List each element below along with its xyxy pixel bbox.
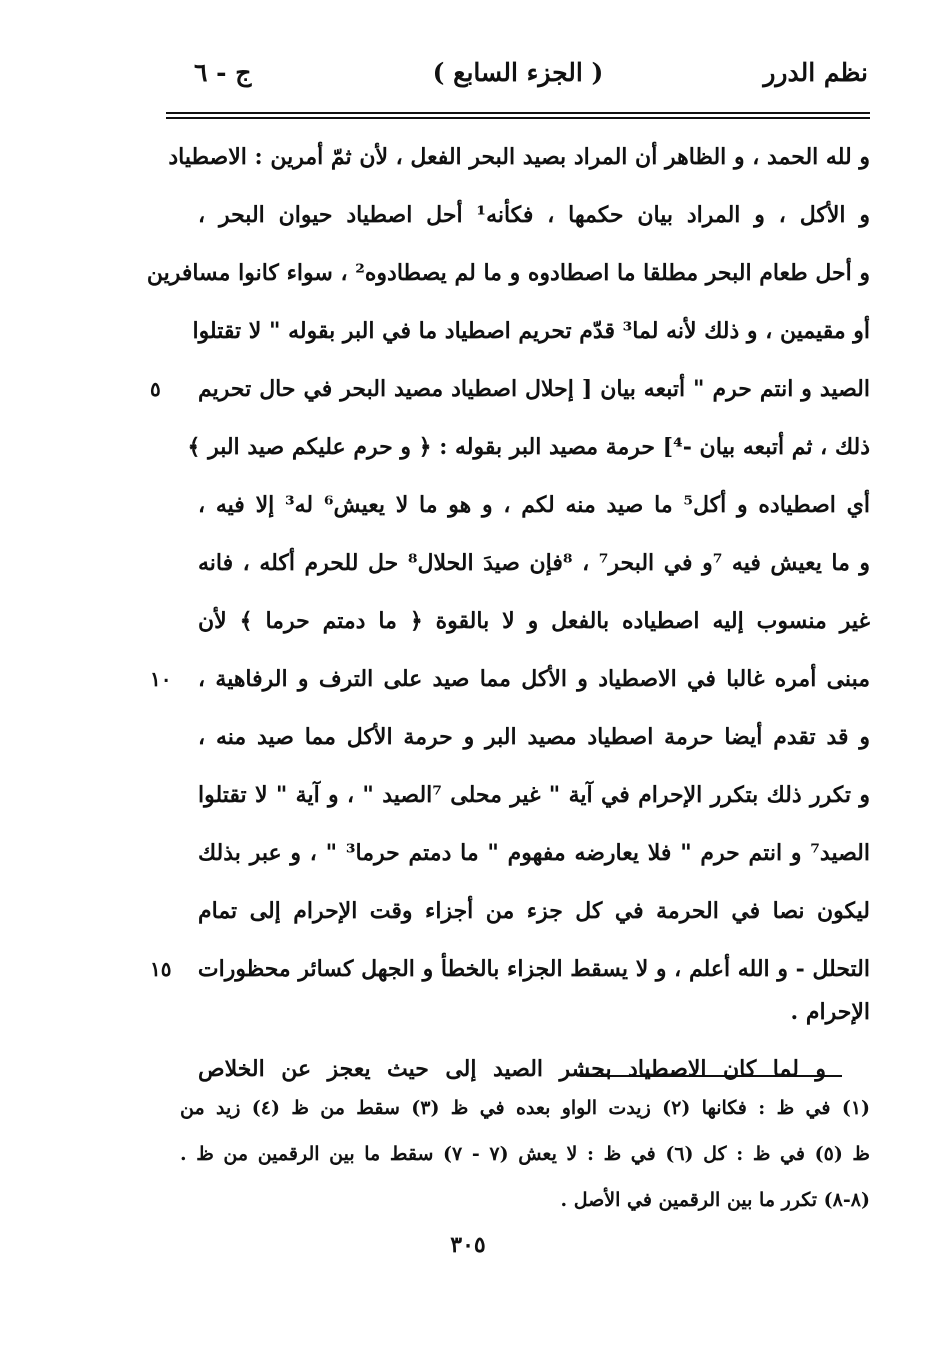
footnote-rule — [580, 1075, 842, 1077]
text-line-2: و الأكل ، و المراد بيان حكمها ، فكأنه¹ أحل اصطياد حيوان البحر ، — [198, 202, 870, 228]
text-line-1: و لله الحمد ، و الظاهر أن المراد بصيد البحر الفعل ، لأن ثمّ أمرين : الاصطياد — [168, 144, 870, 170]
text-line-7: أي اصطياده و أكل⁵ ما صيد منه لكم ، و هو ما لا يعيش⁶ له³ إلا فيه ، — [198, 492, 871, 518]
text-line-17: و لما كان الاصطياد بحشر الصيد إلى حيث يعجز عن الخلاص — [198, 1056, 826, 1082]
text-line-8: و ما يعيش فيه ⁷و في البحر⁷ ، ⁸فإن صيدَ الحلال⁸ حل للحرم أكله ، فانه — [198, 550, 871, 576]
footnote-line-2: ظ (٥) في ظ : كل (٦) في ظ : لا يعش (٧ - ٧) سقط ما بين الرقمين من ظ . — [180, 1143, 870, 1165]
volume-label: ج - ٦ — [194, 58, 252, 87]
page-header — [168, 58, 868, 106]
line-number-5: ٥ — [150, 377, 161, 401]
line-number-10: ١٠ — [150, 667, 172, 691]
header-rule-double — [166, 117, 870, 119]
text-line-15: التحلل - و الله أعلم ، و لا يسقط الجزاء بالخطأ و الجهل كسائر محظورات — [197, 956, 870, 982]
text-line-12: و تكرر ذلك بتكرر الإحرام في آية " غير محلى ⁷الصيد " ، و آية " لا تقتلوا — [198, 782, 870, 808]
book-title: نظم الدرر — [763, 58, 868, 87]
text-line-10: مبنى أمره غالبا في الاصطياد و الأكل مما صيد على الترف و الرفاهية ، — [198, 666, 870, 692]
text-line-6: ذلك ، ثم أتبعه بيان -⁴] حرمة مصيد البر بقوله : ﴿ و حرم عليكم صيد البر ﴾ — [187, 434, 870, 460]
footnote-line-1: (١) في ظ : فكانها (٢) زيدت الواو بعده في ظ (٣) سقط من ظ (٤) زيد من — [180, 1097, 871, 1119]
line-number-15: ١٥ — [150, 957, 172, 981]
text-line-16: الإحرام . — [790, 999, 870, 1025]
text-line-13: الصيد⁷ و انتم حرم " فلا يعارضه مفهوم " ما دمتم حرما³ " ، و عبر بذلك — [198, 840, 870, 866]
text-line-3: و أحل طعام البحر مطلقا ما اصطادوه و ما لم يصطادوه² ، سواء كانوا مسافرين — [146, 260, 870, 286]
text-line-9: غير منسوب إليه اصطياده بالفعل و لا بالقوة ﴿ ما دمتم حرما ﴾ لأن — [198, 608, 870, 634]
header-rule — [166, 112, 870, 114]
text-line-4: أو مقيمين ، و ذلك لأنه لما³ قدّم تحريم اصطياد ما في البر بقوله " لا تقتلوا — [192, 318, 870, 344]
text-line-5: الصيد و انتم حرم " أتبعه بيان [ إحلال اصطياد مصيد البحر في حال تحريم — [198, 376, 870, 402]
text-line-14: ليكون نصا في الحرمة في كل جزء من أجزاء وقت الإحرام إلى تمام — [198, 898, 870, 924]
part-title: ( الجزء السابع ) — [432, 58, 604, 87]
footnote-line-3: (٨-٨) تكرر ما بين الرقمين في الأصل . — [560, 1189, 870, 1211]
text-line-11: و قد تقدم أيضا حرمة اصطياد مصيد البر و حرمة الأكل مما صيد منه ، — [198, 724, 870, 750]
page-number: ٣٠٥ — [450, 1232, 486, 1258]
